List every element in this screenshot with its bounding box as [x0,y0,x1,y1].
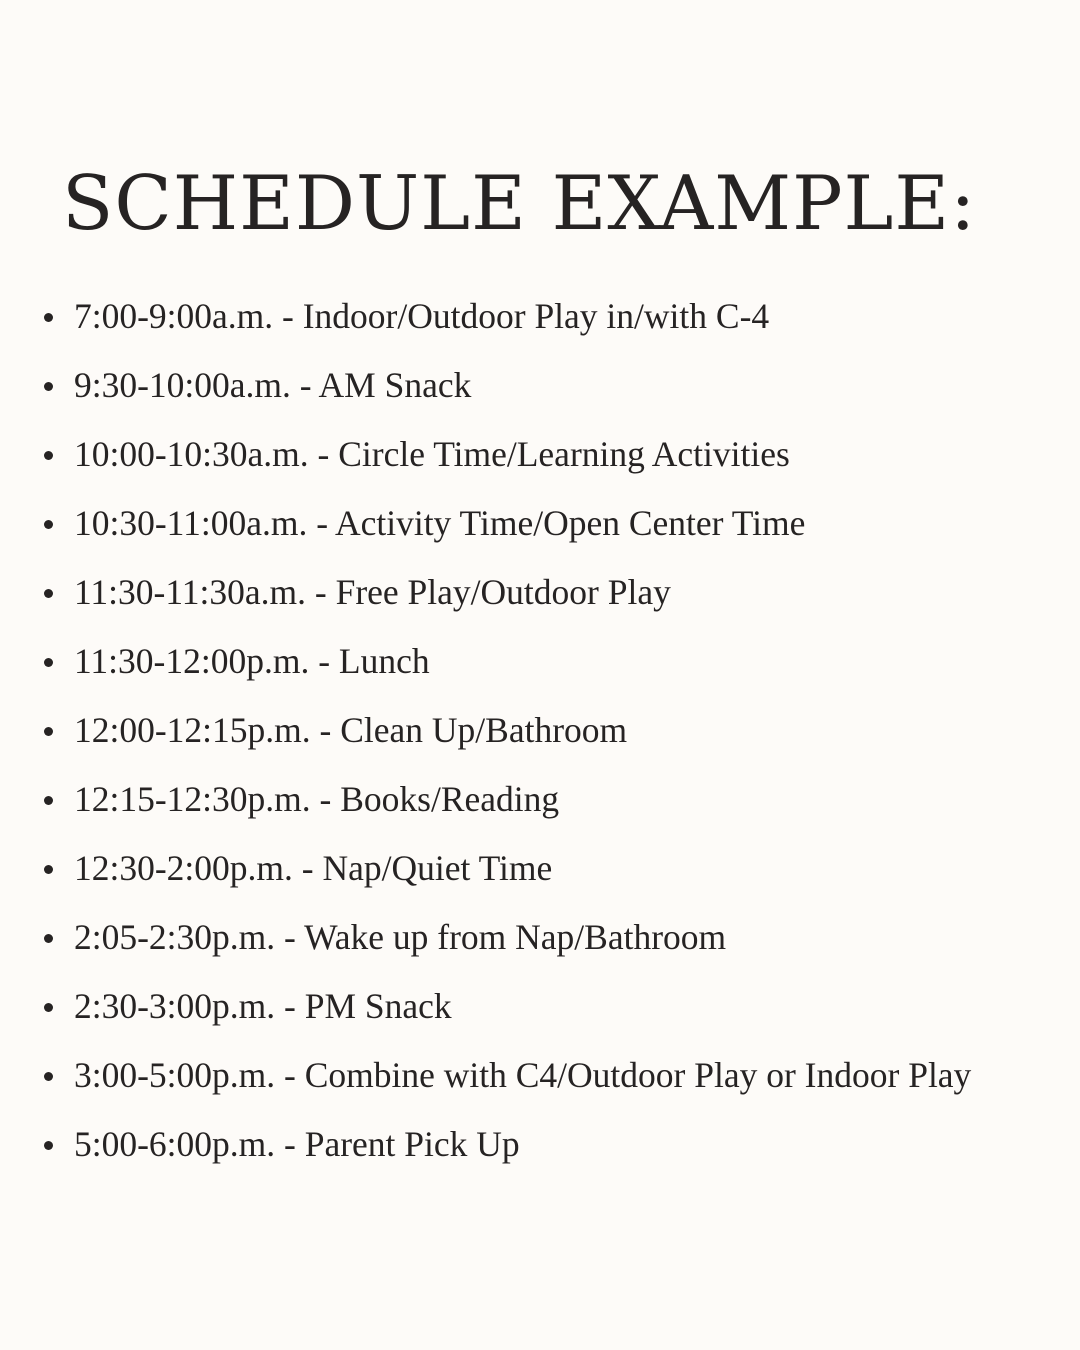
schedule-entry: 10:30-11:00a.m. - Activity Time/Open Center Time [74,503,806,543]
schedule-list [0,282,1080,1179]
bullet-icon [44,1003,53,1012]
list-item [0,1110,1080,1179]
schedule-entry: 5:00-6:00p.m. - Parent Pick Up [74,1124,520,1164]
bullet-icon [44,1072,53,1081]
schedule-entry: 2:05-2:30p.m. - Wake up from Nap/Bathroom [74,917,727,957]
list-item [0,972,1080,1041]
list-item [0,903,1080,972]
bullet-icon [44,865,53,874]
bullet-icon [44,382,53,391]
list-item [0,765,1080,834]
schedule-entry: 2:30-3:00p.m. - PM Snack [74,986,452,1026]
list-item [0,420,1080,489]
schedule-entry: 12:00-12:15p.m. - Clean Up/Bathroom [74,710,628,750]
list-item [0,489,1080,558]
schedule-entry: 3:00-5:00p.m. - Combine with C4/Outdoor Play or Indoor Play [74,1055,972,1095]
list-item [0,282,1080,351]
schedule-entry: 12:15-12:30p.m. - Books/Reading [74,779,560,819]
schedule-entry: 11:30-11:30a.m. - Free Play/Outdoor Play [74,572,671,612]
bullet-icon [44,313,53,322]
list-item [0,696,1080,765]
bullet-icon [44,520,53,529]
schedule-entry: 7:00-9:00a.m. - Indoor/Outdoor Play in/with C-4 [74,296,770,336]
bullet-icon [44,796,53,805]
bullet-icon [44,727,53,736]
bullet-icon [44,451,53,460]
schedule-entry: 9:30-10:00a.m. - AM Snack [74,365,472,405]
schedule-entry: 10:00-10:30a.m. - Circle Time/Learning Activities [74,434,790,474]
list-item [0,558,1080,627]
list-item [0,627,1080,696]
bullet-icon [44,1141,53,1150]
bullet-icon [44,589,53,598]
list-item [0,1041,1080,1110]
schedule-entry: 11:30-12:00p.m. - Lunch [74,641,430,681]
schedule-entry: 12:30-2:00p.m. - Nap/Quiet Time [74,848,553,888]
bullet-icon [44,658,53,667]
bullet-icon [44,934,53,943]
page-title: SCHEDULE EXAMPLE: [62,159,977,247]
list-item [0,834,1080,903]
list-item [0,351,1080,420]
